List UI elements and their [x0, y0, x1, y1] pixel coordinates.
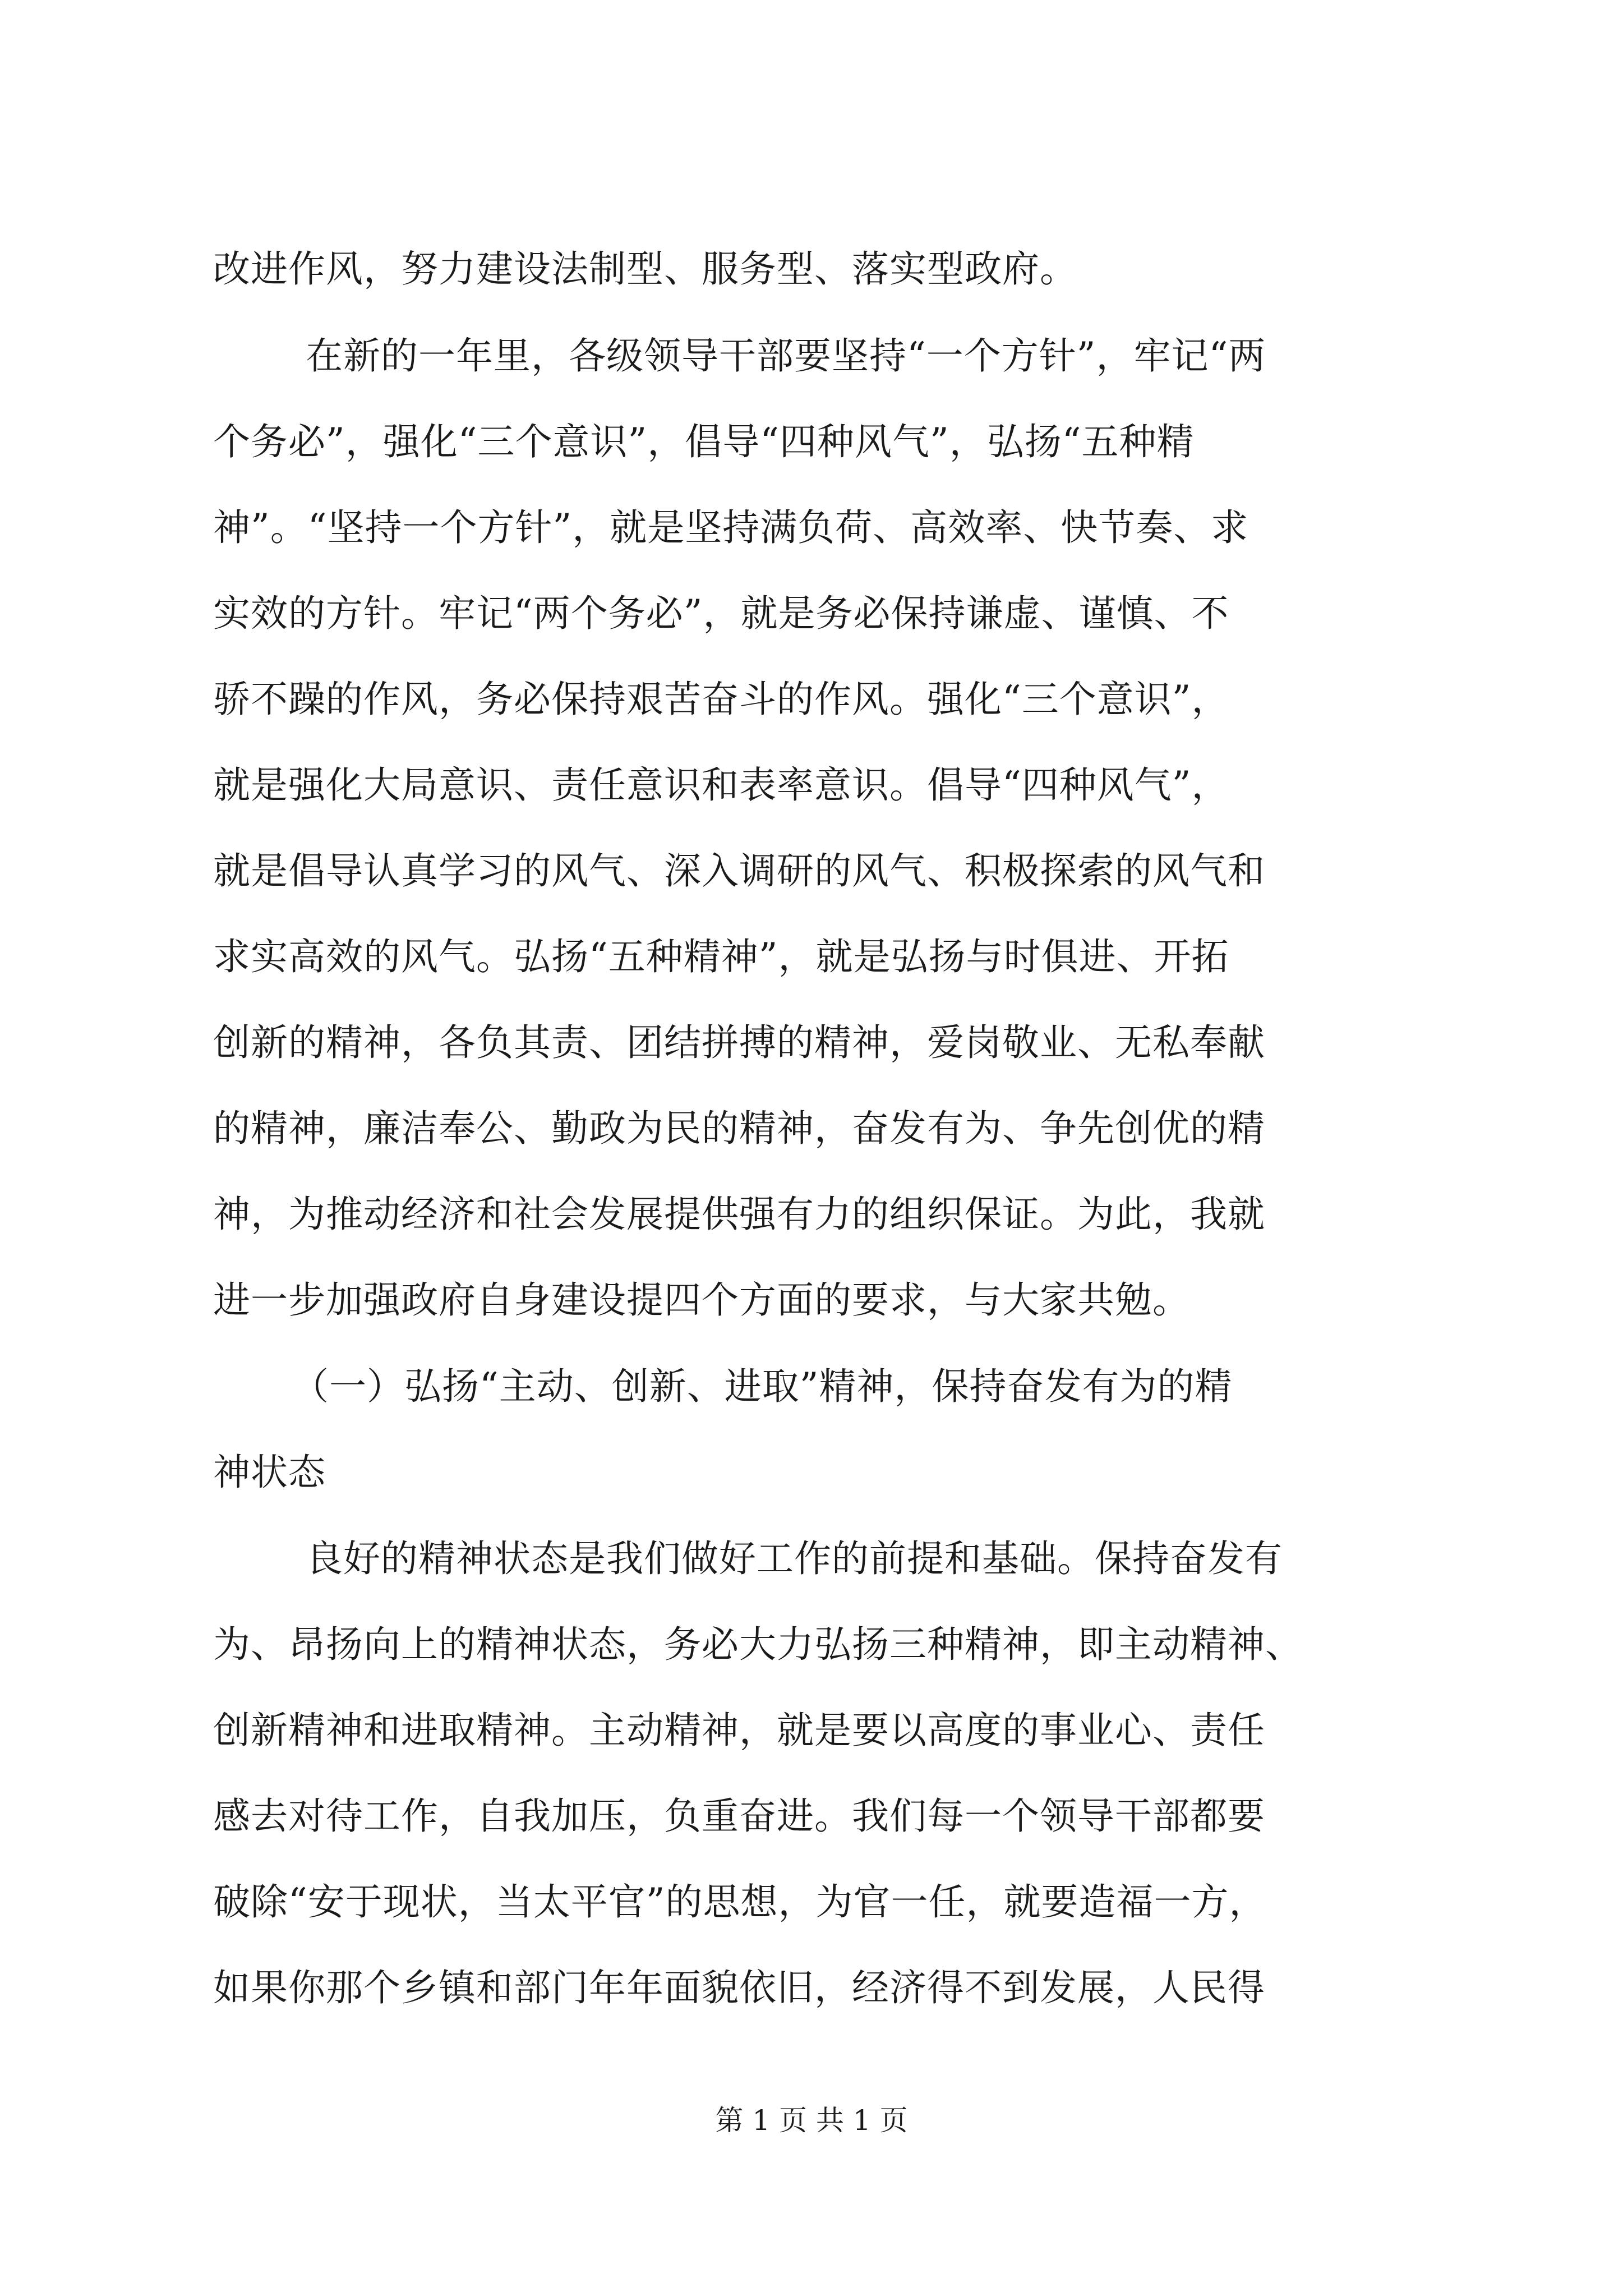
text-line: 为、昂扬向上的精神状态，务必大力弘扬三种精神，即主动精神、 — [213, 1623, 1303, 1666]
text-line: 在新的一年里，各级领导干部要坚持“一个方针”，牢记“两 — [306, 334, 1266, 378]
page-footer: 第 1 页 共 1 页 — [715, 2104, 908, 2137]
text-line: 破除“安于现状，当太平官”的思想，为官一任，就要造福一方， — [213, 1880, 1267, 1924]
text-line: 如果你那个乡镇和部门年年面貌依旧，经济得不到发展，人民得 — [213, 1966, 1265, 2009]
text-line: 创新的精神，各负其责、团结拼搏的精神，爱岗敬业、无私奉献 — [213, 1021, 1265, 1064]
text-line: 求实高效的风气。弘扬“五种精神”，就是弘扬与时俱进、开拓 — [213, 935, 1229, 978]
text-line: 改进作风，努力建设法制型、服务型、落实型政府。 — [213, 247, 1077, 291]
text-line: 感去对待工作，自我加压，负重奋进。我们每一个领导干部都要 — [213, 1795, 1265, 1838]
text-line: 实效的方针。牢记“两个务必”，就是务必保持谦虚、谨慎、不 — [213, 592, 1229, 635]
section-heading-line: （一）弘扬“主动、创新、进取”精神，保持奋发有为的精 — [292, 1365, 1233, 1408]
text-line: 神，为推动经济和社会发展提供强有力的组织保证。为此，我就 — [213, 1193, 1265, 1236]
text-line: 就是倡导认真学习的风气、深入调研的风气、积极探索的风气和 — [213, 849, 1265, 892]
text-line: 的精神，廉洁奉公、勤政为民的精神，奋发有为、争先创优的精 — [213, 1107, 1265, 1150]
section-heading-line: 神状态 — [213, 1451, 326, 1494]
text-line: 就是强化大局意识、责任意识和表率意识。倡导“四种风气”， — [213, 763, 1229, 807]
text-line: 神”。“坚持一个方针”，就是坚持满负荷、高效率、快节奏、求 — [213, 506, 1249, 549]
text-line: 创新精神和进取精神。主动精神，就是要以高度的事业心、责任 — [213, 1709, 1265, 1752]
text-line: 骄不躁的作风，务必保持艰苦奋斗的作风。强化“三个意识”， — [213, 678, 1229, 721]
text-line: 个务必”，强化“三个意识”，倡导“四种风气”，弘扬“五种精 — [213, 420, 1195, 463]
text-line: 进一步加强政府自身建设提四个方面的要求，与大家共勉。 — [213, 1278, 1190, 1322]
text-line: 良好的精神状态是我们做好工作的前提和基础。保持奋发有 — [306, 1537, 1283, 1580]
